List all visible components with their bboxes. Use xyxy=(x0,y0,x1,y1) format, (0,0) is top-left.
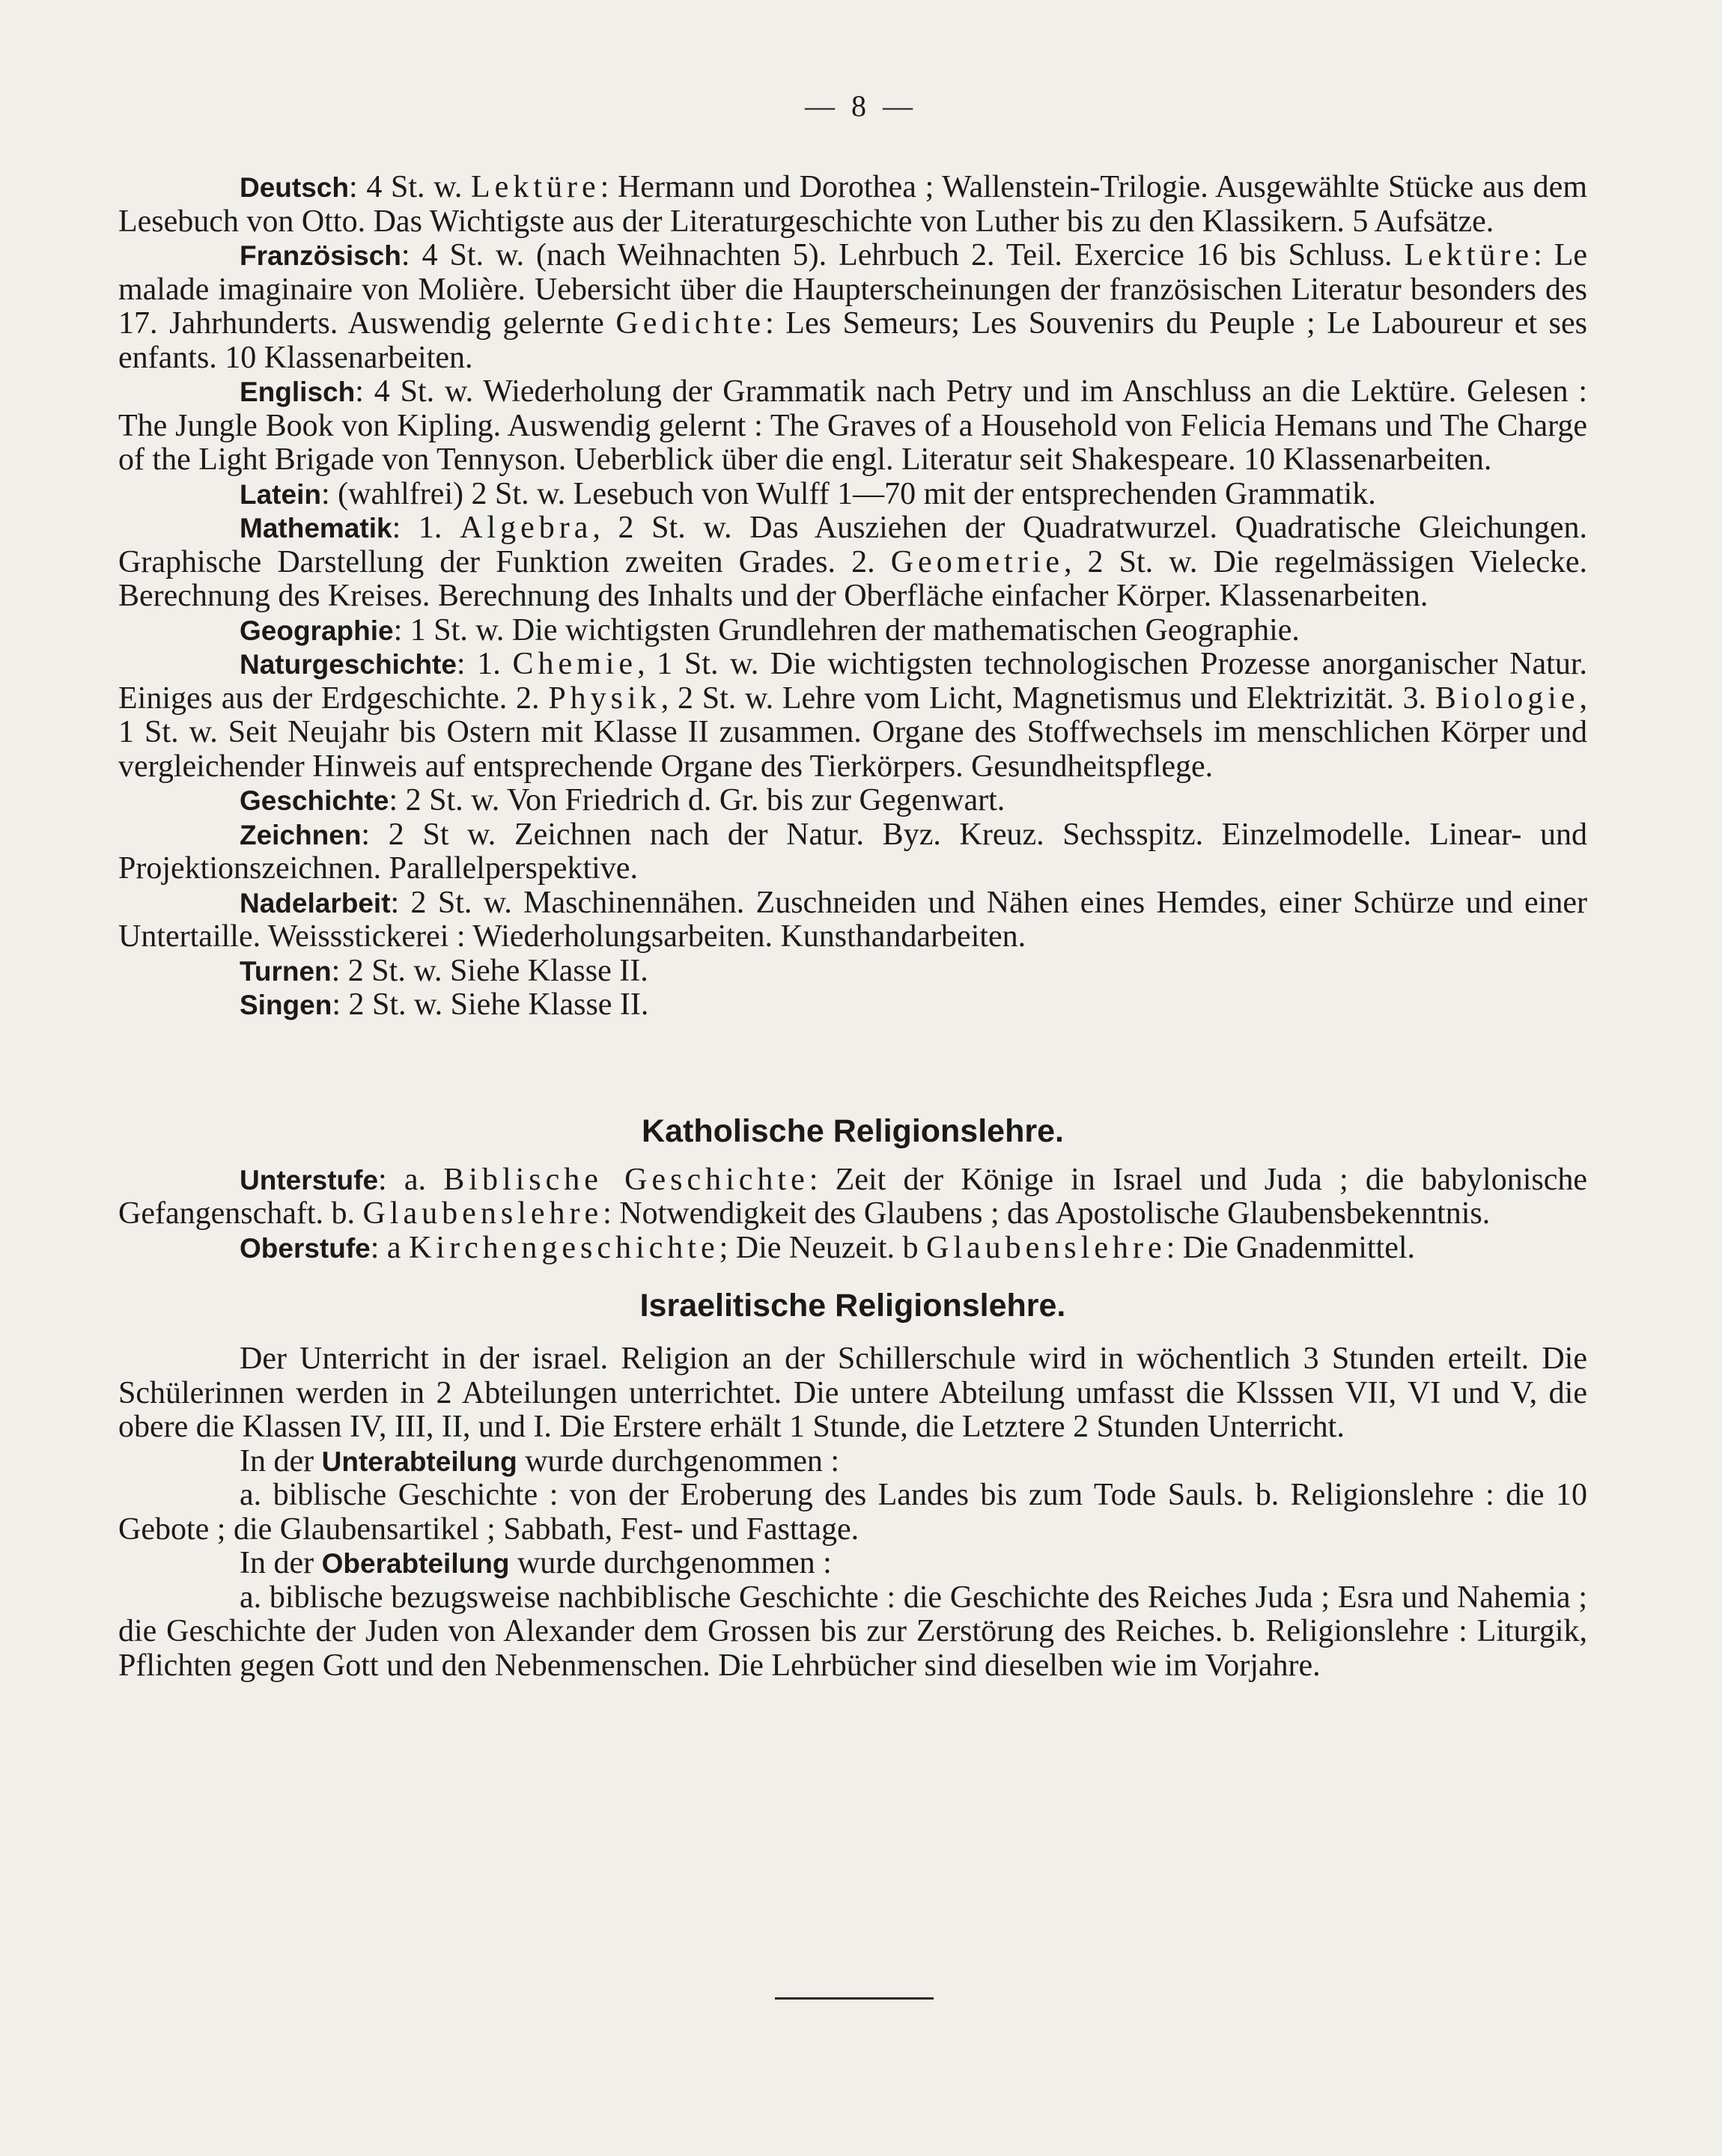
subject-naturgeschichte: Naturgeschichte: 1. Chemie, 1 St. w. Die wichtigsten technologischen Prozesse anorganischer Natur. Einiges aus der Erdgeschichte. 2. Physik, 2 St. w. Lehre vom Licht, Magnetismus und Elektrizität. 3. Biologie, 1 St. w. Seit Neujahr bis Ostern mit Klasse II zusammen. Organe des Stoffwechsels im menschlichen Körper und vergleichender Hinweis auf entsprechende Organe des Tierkörpers. Gesundheitspflege. xyxy=(118,647,1588,784)
subject-singen: Singen: 2 St. w. Siehe Klasse II. xyxy=(240,987,649,1022)
subject-name: Turnen xyxy=(240,955,332,987)
subject-name: Französisch xyxy=(240,240,401,271)
subject-name: Zeichnen xyxy=(240,819,362,850)
heading-israelitische-religionslehre: Israelitische Religionslehre. xyxy=(639,1288,1066,1324)
isr-unterabteilung-heading: In der Unterabteilung wurde durchgenommen : xyxy=(240,1443,840,1479)
subject-englisch: Englisch: 4 St. w. Wiederholung der Grammatik nach Petry und im Anschluss an die Lektüre. Gelesen : The Jungle Book von Kipling. Auswendig gelernt : The Graves of a Household von Felicia Hemans und The Charge of the Light Brigade von Tennyson. Ueberblick über die engl. Literatur seit Shakespeare. 10 Klassenarbeiten. xyxy=(118,374,1587,477)
isr-oberabteilung-heading: In der Oberabteilung wurde durchgenommen : xyxy=(240,1546,832,1580)
subject-deutsch: Deutsch: 4 St. w. Lektüre: Hermann und Dorothea ; Wallenstein-Trilogie. Ausgewählte Stücke aus dem Lesebuch von Otto. Das Wichtigste aus der Literaturgeschichte von Luther bis zu den Klassikern. 5 Aufsätze. xyxy=(118,170,1587,239)
subject-geschichte: Geschichte: 2 St. w. Von Friedrich d. Gr. bis zur Gegenwart. xyxy=(240,783,1005,817)
subject-name: Geographie xyxy=(240,615,394,646)
subject-name: Mathematik xyxy=(240,513,392,543)
closing-rule xyxy=(775,1997,934,2000)
subject-name: Geschichte xyxy=(240,785,389,816)
subject-latein: Latein: (wahlfrei) 2 St. w. Lesebuch von Wulff 1—70 mit der entsprechenden Grammatik. xyxy=(240,476,1376,511)
subject-franzoesisch: Französisch: 4 St. w. (nach Weihnachten 5). Lehrbuch 2. Teil. Exercice 16 bis Schluss. Lektüre: Le malade imaginaire von Molière. Uebersicht über die Haupterscheinungen der französischen Literatur besonders des 17. Jahrhunderts. Auswendig gelernte Gedichte: Les Semeurs; Les Souvenirs du Peuple ; Le Laboureur et ses enfants. 10 Klassenarbeiten. xyxy=(118,238,1587,375)
subject-name: Deutsch xyxy=(240,172,349,203)
level-name: Unterstufe xyxy=(240,1164,379,1196)
isr-unterabteilung-text: a. biblische Geschichte : von der Eroberung des Landes bis zum Tode Sauls. b. Religionslehre : die 10 Gebote ; die Glaubensartikel ; Sabbath, Fest- und Fasttage. xyxy=(118,1478,1587,1547)
subject-name: Singen xyxy=(240,990,332,1020)
level-name: Oberstufe xyxy=(240,1232,371,1264)
kath-unterstufe: Unterstufe: a. Biblische Geschichte: Zeit der Könige in Israel und Juda ; die babylonische Gefangenschaft. b. Glaubenslehre: Notwendigkeit des Glaubens ; das Apostolische Glaubensbekenntnis. xyxy=(118,1162,1587,1231)
subject-zeichnen: Zeichnen: 2 St w. Zeichnen nach der Natur. Byz. Kreuz. Sechsspitz. Einzelmodelle. Linear- und Projektionszeichnen. Parallelperspektive. xyxy=(118,817,1587,886)
subject-name: Englisch xyxy=(240,377,356,407)
isr-intro: Der Unterricht in der israel. Religion an der Schillerschule wird in wöchentlich 3 Stunden erteilt. Die Schülerinnen werden in 2 Abteilungen unterrichtet. Die untere Abteilung umfasst die Klsssen VII, VI und V, die obere die Klassen IV, III, II, und I. Die Erstere erhält 1 Stunde, die Letztere 2 Stunden Unterricht. xyxy=(118,1342,1587,1444)
isr-oberabteilung-text: a. biblische bezugsweise nachbiblische Geschichte : die Geschichte des Reiches Juda ; Esra und Nahemia ; die Geschichte der Juden von Alexander dem Grossen bis zur Zerstörung des Reiches. b. Religionslehre : Liturgik, Pflichten gegen Gott und den Nebenmenschen. Die Lehrbücher sind dieselben wie im Vorjahre. xyxy=(118,1580,1587,1683)
page-body xyxy=(118,171,1587,1683)
subject-nadelarbeit: Nadelarbeit: 2 St. w. Maschinennähen. Zuschneiden und Nähen eines Hemdes, einer Schürze und einer Untertaille. Weissstickerei : Wiederholungsarbeiten. Kunsthandarbeiten. xyxy=(118,885,1587,954)
subject-geographie: Geographie: 1 St. w. Die wichtigsten Grundlehren der mathematischen Geographie. xyxy=(240,612,1300,648)
page-number: — 8 — xyxy=(805,89,917,123)
heading-katholische-religionslehre: Katholische Religionslehre. xyxy=(642,1112,1064,1149)
subject-name: Naturgeschichte xyxy=(240,649,457,680)
kath-oberstufe: Oberstufe: a Kirchengeschichte; Die Neuzeit. b Glaubenslehre: Die Gnadenmittel. xyxy=(240,1230,1416,1265)
subject-name: Nadelarbeit xyxy=(240,887,391,919)
subject-mathematik: Mathematik: 1. Algebra, 2 St. w. Das Ausziehen der Quadratwurzel. Quadratische Gleichungen. Graphische Darstellung der Funktion zweiten Grades. 2. Geometrie, 2 St. w. Die regelmässigen Vielecke. Berechnung des Kreises. Berechnung des Inhalts und der Oberfläche einfacher Körper. Klassenarbeiten. xyxy=(118,511,1588,613)
subject-name: Latein xyxy=(240,478,321,510)
subject-turnen: Turnen: 2 St. w. Siehe Klasse II. xyxy=(240,953,648,988)
